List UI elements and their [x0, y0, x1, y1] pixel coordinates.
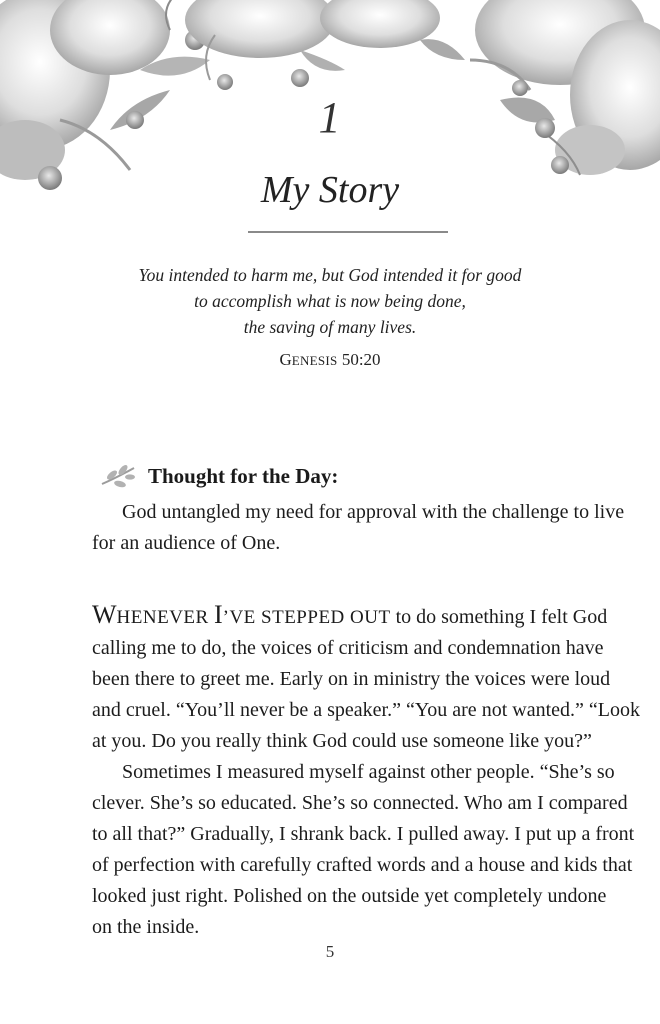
main-text [92, 599, 640, 943]
body-line: been there to greet me. Early on in ministry the voices were loud [92, 668, 611, 690]
peony-center-cluster [185, 0, 465, 90]
thought-text [92, 497, 625, 559]
peony-right-cluster [470, 0, 660, 175]
page-number: 5 [325, 942, 335, 961]
chapter-number: 1 [318, 93, 342, 142]
lead-smallcaps-2: ’VE STEPPED OUT [222, 607, 391, 628]
body-line: and cruel. “You’ll never be a speaker.” “You are not wanted.” “Look [92, 699, 640, 721]
epigraph-line: You intended to harm me, but God intended it for good [138, 265, 522, 285]
title-divider [248, 231, 448, 233]
body-line: at you. Do you really think God could use someone like you?” [92, 730, 592, 752]
thought-line: God untangled my need for approval with the challenge to live [122, 501, 625, 523]
lead-rest: to do something I felt God [390, 606, 608, 628]
lead-initial: W [92, 600, 117, 629]
citation-initial: G [279, 350, 292, 369]
leaf-sprig-icon [100, 464, 138, 488]
lead-smallcaps: HENEVER [116, 607, 214, 628]
epigraph [0, 262, 660, 340]
thought-title: Thought for the Day: [148, 463, 339, 488]
citation-reference: 50:20 [337, 350, 381, 369]
body-line: looked just right. Polished on the outside yet completely undone [92, 885, 607, 907]
epigraph-line: to accomplish what is now being done, [194, 291, 466, 311]
thought-heading [100, 462, 338, 490]
citation-book: ENESIS [291, 353, 338, 368]
lead-line [92, 599, 622, 633]
epigraph-citation [0, 350, 660, 370]
chapter-title: My Story [260, 169, 400, 211]
body-line: clever. She’s so educated. She’s so connected. Who am I compared [92, 792, 628, 814]
epigraph-line: the saving of many lives. [243, 317, 417, 337]
body-line: calling me to do, the voices of criticism and condemnation have [92, 637, 604, 659]
lead-initial-2: I [213, 600, 223, 629]
body-line: of perfection with carefully crafted words and a house and kids that [92, 854, 633, 876]
body-line: to all that?” Gradually, I shrank back. I pulled away. I put up a front [92, 823, 635, 845]
thought-line: for an audience of One. [92, 532, 281, 554]
body-line: on the inside. [92, 916, 200, 938]
body-line: Sometimes I measured myself against other people. “She’s so [122, 761, 615, 783]
